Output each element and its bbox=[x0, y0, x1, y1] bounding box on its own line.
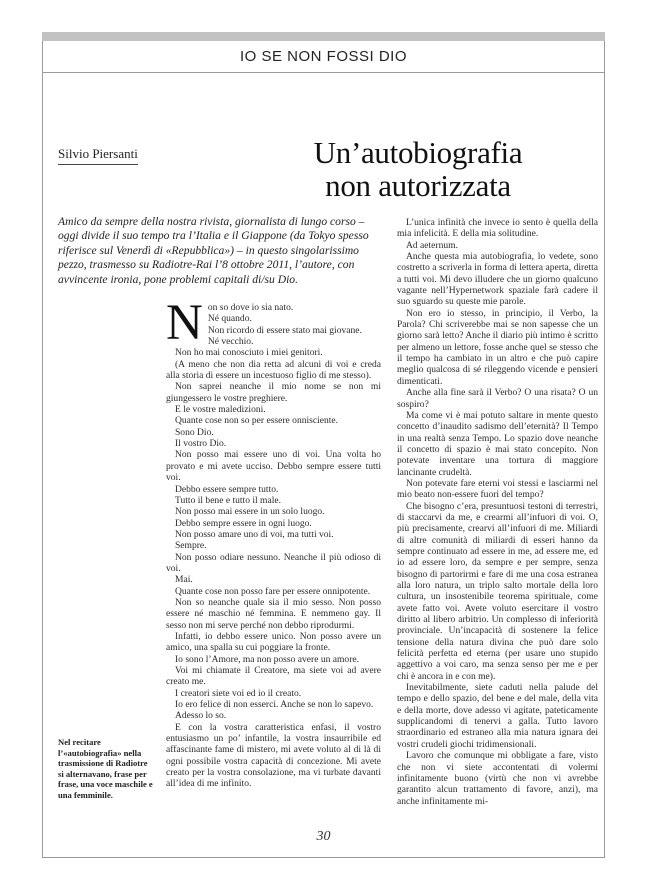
body-paragraph: Quante cose non posso fare per essere onnipotente. bbox=[175, 585, 371, 597]
article-headline bbox=[268, 136, 568, 202]
header-bar bbox=[42, 32, 605, 41]
section-title: IO SE NON FOSSI DIO bbox=[239, 48, 408, 65]
body-paragraph: Inevitabilmente, siete caduti nella palude del tempo e dello spazio, del bene e del male, della vita e della morte, dove adesso vi agitate, pateticamente supplicandomi di tenervi a galla. Tutto lavoro straordinario ed estraneo alla mia natura ignara dei vostri crudeli giochi tridimensionali. bbox=[397, 682, 598, 750]
body-paragraph: Che bisogno c’era, presuntuosi testoni di terrestri, di staccarvi da me, e crearmi all’infuori di voi. O, più precisamente, crearvi all’infuori di me. Miliardi di altre comunità di miliardi di esseri hanno da sempre continuato ad essere in me, ad essere me, ed io ad essere loro, da sempre e per sempre, senza bisogno di partorirmi e fare di me una cosa estranea alla loro natura, un triplo salto mortale della loro cultura, un insostenibile teorema spirituale, come avete fatto voi. Avete voluto esercitare il vostro diritto al libero arbitrio. Un complesso di inferiorità provinciale. Un’incapacità di sostenere la felice tensione della natura divina che può dare solo felicità perfetta ed eterna (per usare uno stupido aggettivo a voi caro, ma senza senso per me e per chi è ancora in e con me). bbox=[397, 500, 598, 682]
body-paragraph: Né quando. bbox=[207, 313, 252, 325]
body-paragraph: I creatori siete voi ed io il creato. bbox=[175, 687, 302, 699]
body-paragraph: Non posso odiare nessuno. Neanche il più odioso di voi. bbox=[166, 551, 381, 574]
body-paragraph: L’unica infinità che invece io sento è quella della mia infelicità. E della mia solitudine. bbox=[397, 217, 598, 240]
body-paragraph: Ad aeternum. bbox=[406, 239, 458, 251]
opening-paragraph bbox=[166, 295, 381, 351]
body-paragraph: Anche questa mia autobiografia, lo vedete, sono costretto a scriverla in forma di lettera aperta, diretta a tutti voi. Mi devo illudere che un giorno qualcuno vagante nell’Hypernetwork spaziale farà cadere il suo sguardo su queste mie parole. bbox=[397, 251, 598, 308]
body-paragraph: Non ero io stesso, in principio, il Verbo, la Parola? Chi scriverebbe mai se non sapesse che un giorno sarà letto? Anche il diario più intimo è scritto per almeno un lettore, fosse anche quel se stesso che il tempo ha cambiato in un altro e che può capire meglio qualcosa di sé rileggendo vicende e pensieri dimenticati. bbox=[397, 307, 598, 387]
author-name: Silvio Piersanti bbox=[58, 146, 138, 165]
body-paragraph: Infatti, io debbo essere unico. Non posso avere un amico, una spalla su cui poggiare la fronte. bbox=[166, 630, 381, 654]
body-paragraph: Voi mi chiamate il Creatore, ma siete voi ad avere creato me. bbox=[166, 665, 381, 688]
body-column-middle bbox=[166, 295, 381, 790]
body-paragraph: Non posso mai essere in un solo luogo. bbox=[175, 506, 325, 518]
body-paragraph: Adesso lo so. bbox=[175, 710, 227, 722]
page-number: 30 bbox=[316, 829, 331, 844]
body-paragraph: Né vecchio. bbox=[207, 336, 254, 348]
headline-line-2: non autorizzata bbox=[325, 168, 511, 203]
body-paragraph: Non posso amare uno di voi, ma tutti voi. bbox=[175, 528, 334, 540]
drop-cap: N bbox=[166, 295, 203, 351]
body-paragraph: Io sono l’Amore, ma non posso avere un amore. bbox=[175, 653, 359, 665]
body-paragraph: Non so neanche quale sia il mio sesso. Non posso essere né maschio né femmina. E nemmeno gay. Il sesso non mi serve perché non debbo riprodurmi. bbox=[166, 596, 381, 631]
body-paragraph: Non ho mai conosciuto i miei genitori. bbox=[175, 347, 323, 359]
body-paragraph: Mai. bbox=[175, 574, 193, 586]
photo-caption: Nel recitare l’«autobiografia» nella trasmissione di Radiotre si alternavano, frase per frase, una voce maschile e una femminile. bbox=[58, 737, 153, 800]
standfirst: Amico da sempre della nostra rivista, giornalista di lungo corso – oggi divide il suo tempo tra l’Italia e il Giappone (da Tokyo spesso riferisce sul Venerdì di «Repubblica») – in questo singolarissimo pezzo, trasmesso su Radiotre-Rai l’8 ottobre 2011, l’autore, con avvincente ironia, pone problemi capitali di/su Dio. bbox=[58, 215, 369, 286]
body-paragraph: Lavoro che comunque mi obbligate a fare, visto che non vi siete accontentati di volermi infinitamente buono (virtù che non vi avrebbe garantito alcun trattamento di favore, anzi), ma anche infinitamente mi- bbox=[397, 750, 598, 807]
body-paragraph: Io ero felice di non esserci. Anche se non lo sapevo. bbox=[175, 699, 374, 711]
body-paragraph: E con la vostra caratteristica enfasi, il vostro entusiasmo un po’ infantile, la vostra insaurribile ed affascinante fame di mistero, mi avete voluto al di là di ogni possibile vostra capacità di concezione. Mi avete creato per la vostra consolazione, ma vi turbate davanti all’idea di me infinito. bbox=[166, 721, 381, 790]
body-paragraph: Ma come vi è mai potuto saltare in mente questo concetto d’inaudito sadismo dell’eternità? Il Tempo in una realtà senza Tempo. Lo spazio dove neanche il concetto di spazio è mai stato concepito. Non potevate inventare una tortura di maggiore lancinante crudeltà. bbox=[397, 409, 598, 478]
body-paragraph: Non saprei neanche il mio nome se non mi giungessero le vostre preghiere. bbox=[166, 381, 381, 404]
body-paragraph: Quante cose non so per essere onnisciente. bbox=[175, 415, 339, 427]
body-paragraph: on so dove io sia nato. bbox=[207, 302, 294, 313]
body-paragraph: Sono Dio. bbox=[175, 426, 214, 438]
body-paragraph: Tutto il bene e tutto il male. bbox=[175, 494, 281, 506]
body-paragraph: Sempre. bbox=[175, 540, 207, 552]
body-paragraph: Il vostro Dio. bbox=[175, 438, 227, 450]
body-paragraph: (A meno che non dia retta ad alcuni di voi e creda alla storia di essere un incestuoso figlio di me stesso). bbox=[166, 358, 381, 382]
header-rule bbox=[42, 72, 605, 73]
body-column-right bbox=[397, 217, 598, 807]
body-paragraph: Debbo sempre essere in ogni luogo. bbox=[175, 517, 312, 529]
body-paragraph: Non posso mai essere uno di voi. Una volta ho provato e mi avete ucciso. Debbo sempre essere tutti voi. bbox=[166, 449, 381, 484]
headline-line-1: Un’autobiografia bbox=[313, 135, 523, 170]
body-paragraph: Anche alla fine sarà il Verbo? O una risata? O un sospiro? bbox=[397, 387, 598, 410]
body-paragraph: E le vostre maledizioni. bbox=[175, 404, 266, 416]
body-paragraph: Debbo essere sempre tutto. bbox=[175, 483, 279, 495]
body-paragraph: Non ricordo di essere stato mai giovane. bbox=[207, 324, 362, 336]
body-paragraph: Non potevate fare eterni voi stessi e lasciarmi nel mio beato non-essere fuori del tempo? bbox=[397, 477, 598, 501]
